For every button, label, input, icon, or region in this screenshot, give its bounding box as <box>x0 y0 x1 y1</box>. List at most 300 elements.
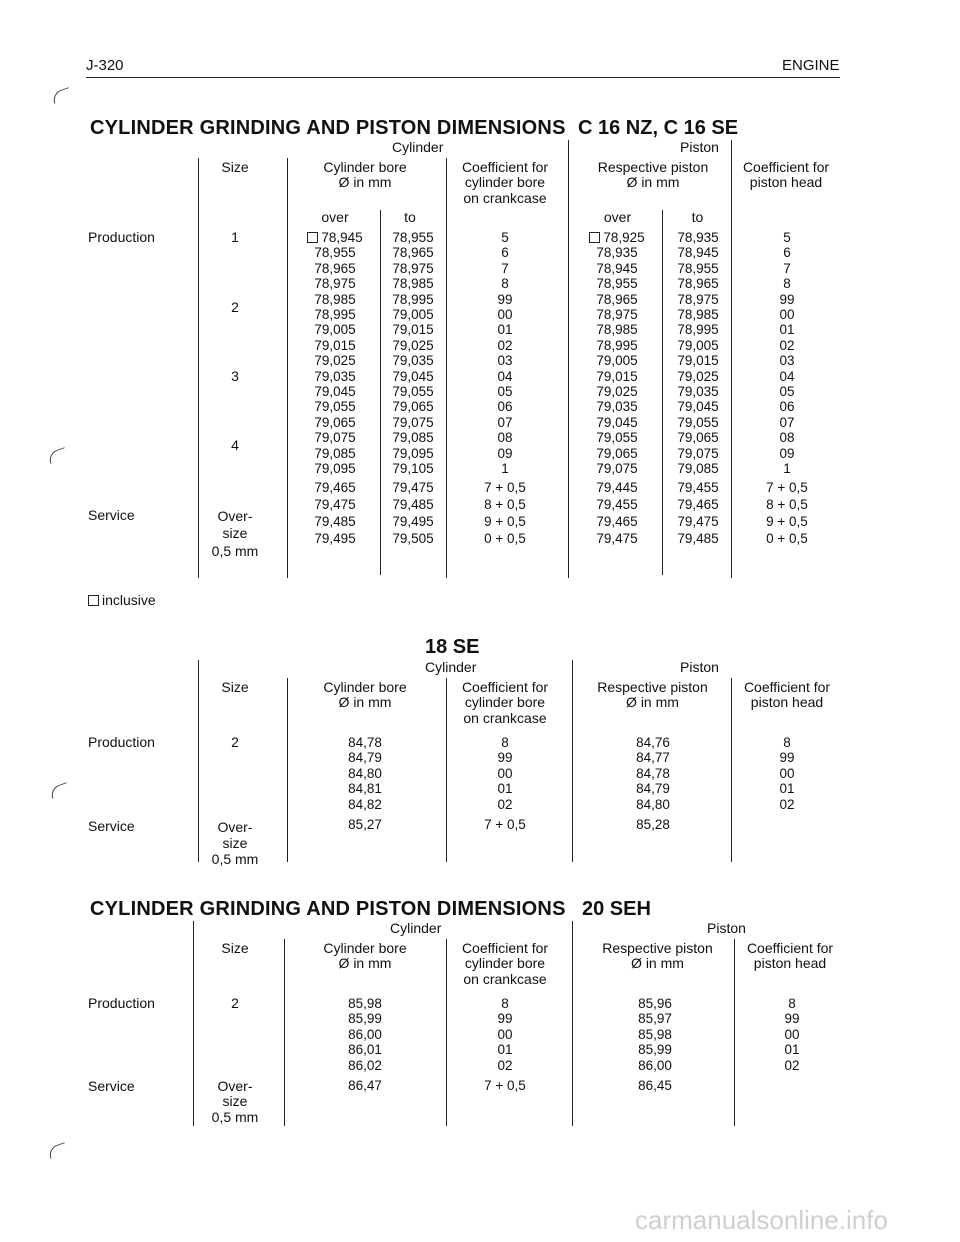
table-cell <box>383 479 443 496</box>
table-cell <box>383 384 443 399</box>
cell-value: 79,485 <box>314 514 356 530</box>
table1-cylinder-group: Cylinder <box>392 139 444 155</box>
cell-value: 04 <box>497 368 513 384</box>
table1-divider <box>662 210 663 575</box>
table-cell <box>383 513 443 530</box>
table-cell <box>572 276 662 291</box>
table-cell <box>290 292 380 307</box>
table-cell: 84,76 <box>636 735 670 750</box>
table-cell <box>735 446 839 461</box>
table3-row-production: Production <box>88 995 155 1011</box>
table-cell <box>290 230 380 245</box>
cell-value: 79,035 <box>677 384 719 400</box>
table1-header-coef: Coefficient for cylinder bore on crankcase <box>461 159 549 206</box>
section-title: ENGINE <box>782 57 840 74</box>
table-cell <box>450 384 560 399</box>
cell-value: 79,025 <box>314 353 356 369</box>
table-cell <box>572 369 662 384</box>
cell-value: 01 <box>779 322 795 338</box>
table-cell: 86,45 <box>638 1078 672 1094</box>
table-cell <box>572 415 662 430</box>
table-cell <box>450 230 560 245</box>
table-cell <box>735 230 839 245</box>
table3-row-service: Service <box>88 1078 135 1094</box>
table-cell <box>735 530 839 547</box>
cell-value: 79,105 <box>392 461 434 477</box>
cell-value: 79,075 <box>314 430 356 446</box>
table-cell <box>735 399 839 414</box>
cell-value: 09 <box>779 445 795 461</box>
cell-value: 9 + 0,5 <box>766 514 808 530</box>
cell-value: 79,085 <box>314 445 356 461</box>
table2-header-size: Size <box>221 679 249 695</box>
table-cell <box>290 338 380 353</box>
table-cell <box>450 446 560 461</box>
table-cell: 01 <box>497 781 513 797</box>
table-cell: 84,79 <box>636 781 670 797</box>
table-cell: 85,99 <box>348 1011 382 1027</box>
table-cell: 7 + 0,5 <box>484 1078 526 1094</box>
table3-size: 2 <box>231 995 239 1011</box>
table-cell: 84,79 <box>348 750 382 766</box>
table-cell: 86,47 <box>348 1078 382 1094</box>
table-cell <box>572 322 662 337</box>
table-cell <box>572 513 662 530</box>
cell-value: 99 <box>497 291 513 307</box>
cell-value: 02 <box>497 337 513 353</box>
table-cell <box>450 496 560 513</box>
table1-divider <box>198 158 199 578</box>
table2-header-piston: Respective piston Ø in mm <box>597 679 708 711</box>
cell-value: 8 <box>783 276 791 292</box>
table1-bore-to-column <box>383 230 443 548</box>
cell-value: 79,075 <box>677 445 719 461</box>
cell-value: 02 <box>779 337 795 353</box>
table2-header-piston-coef: Coefficient for piston head <box>743 679 831 711</box>
table-cell: 85,99 <box>638 1042 672 1058</box>
table-cell: 8 <box>501 996 509 1011</box>
cell-value: 5 <box>501 230 509 245</box>
cell-value: 7 <box>501 260 509 276</box>
table-cell <box>735 338 839 353</box>
table-cell <box>290 384 380 399</box>
table-cell <box>383 369 443 384</box>
cell-value: 78,985 <box>392 276 434 292</box>
cell-value: 79,465 <box>314 479 356 495</box>
table-cell <box>290 261 380 276</box>
table-cell <box>666 307 730 322</box>
table2-divider <box>446 678 447 862</box>
table-cell <box>572 446 662 461</box>
cell-value: 79,095 <box>392 445 434 461</box>
cell-value: 78,955 <box>314 245 356 261</box>
cell-value: 79,055 <box>596 430 638 446</box>
table-cell <box>666 446 730 461</box>
cell-value: 79,025 <box>392 337 434 353</box>
cell-value: 78,955 <box>392 230 434 245</box>
cell-value: 01 <box>497 322 513 338</box>
cell-value: 79,015 <box>677 353 719 369</box>
square-icon <box>589 232 600 243</box>
cell-value: 79,015 <box>314 337 356 353</box>
cell-value: 79,505 <box>392 531 434 547</box>
cell-value: 78,945 <box>677 245 719 261</box>
table-cell <box>666 276 730 291</box>
table-cell <box>290 461 380 476</box>
cell-value: 09 <box>497 445 513 461</box>
table-cell: 01 <box>784 1042 800 1058</box>
table-cell <box>735 430 839 445</box>
table-cell <box>290 307 380 322</box>
table-cell <box>666 322 730 337</box>
cell-value: 6 <box>783 245 791 261</box>
cell-value: 78,925 <box>603 230 645 245</box>
table1-values <box>0 230 960 575</box>
table-cell <box>735 292 839 307</box>
table-cell <box>735 461 839 476</box>
table1-size: 4 <box>231 437 239 453</box>
table1-engine: C 16 NZ, C 16 SE <box>578 117 739 139</box>
table-cell <box>735 245 839 260</box>
table-cell: 02 <box>784 1057 800 1073</box>
table-cell: 84,80 <box>636 796 670 812</box>
cell-value: 03 <box>497 353 513 369</box>
cell-value: 79,065 <box>596 445 638 461</box>
table3-header-coef: Coefficient for cylinder bore on crankcase <box>461 940 549 987</box>
table-cell: 02 <box>497 796 513 812</box>
cell-value: 79,475 <box>314 496 356 512</box>
cell-value: 79,035 <box>596 399 638 415</box>
table1-row-production: Production <box>88 229 155 245</box>
table-cell <box>290 496 380 513</box>
table1-header-piston-over: over <box>603 209 632 225</box>
table-cell <box>383 496 443 513</box>
cell-value: 78,965 <box>392 245 434 261</box>
table2-row-production: Production <box>88 734 155 750</box>
table-cell <box>450 292 560 307</box>
cell-value: 78,975 <box>392 260 434 276</box>
table-cell <box>290 446 380 461</box>
table2-divider <box>731 678 732 862</box>
cell-value: 7 + 0,5 <box>484 479 526 495</box>
cell-value: 79,485 <box>392 496 434 512</box>
table-cell: 00 <box>784 1026 800 1042</box>
table-cell <box>666 353 730 368</box>
table-cell <box>383 399 443 414</box>
table1-header-piston-coef: Coefficient for piston head <box>742 159 830 191</box>
cell-value: 78,975 <box>596 307 638 323</box>
table-cell <box>383 415 443 430</box>
cell-value: 99 <box>779 291 795 307</box>
table1-title: CYLINDER GRINDING AND PISTON DIMENSIONS <box>90 117 566 139</box>
table1-bore-over-column <box>290 230 380 548</box>
table-cell: 86,02 <box>348 1057 382 1073</box>
table2-engine: 18 SE <box>425 636 480 658</box>
table-cell: 86,00 <box>348 1026 382 1042</box>
table1-size: 2 <box>231 299 239 315</box>
table-cell <box>450 261 560 276</box>
cell-value: 06 <box>497 399 513 415</box>
table-cell <box>735 276 839 291</box>
cell-value: 79,045 <box>596 414 638 430</box>
table-cell <box>450 513 560 530</box>
table-cell <box>666 245 730 260</box>
cell-value: 07 <box>497 414 513 430</box>
cell-value: 79,045 <box>677 399 719 415</box>
header-rule <box>86 77 840 78</box>
table-cell: 86,01 <box>348 1042 382 1058</box>
cell-value: 03 <box>779 353 795 369</box>
table1-header-piston-to: to <box>691 209 704 225</box>
table3-engine: 20 SEH <box>582 898 651 920</box>
cell-value: 07 <box>779 414 795 430</box>
table3-piston-group: Piston <box>707 920 746 936</box>
table-cell <box>666 530 730 547</box>
table-cell: 85,97 <box>638 1011 672 1027</box>
table-cell <box>383 307 443 322</box>
table1-divider <box>568 140 569 578</box>
table-cell: 85,96 <box>638 996 672 1011</box>
table-cell: 85,98 <box>348 996 382 1011</box>
table3-bore-column <box>300 996 430 1093</box>
table-cell: 7 + 0,5 <box>484 817 526 833</box>
table1-header-bore: Cylinder bore Ø in mm <box>323 159 407 191</box>
table-cell <box>450 530 560 547</box>
table-cell <box>735 415 839 430</box>
table-cell <box>735 513 839 530</box>
table-cell <box>572 230 662 245</box>
table-cell <box>572 338 662 353</box>
table-cell <box>666 292 730 307</box>
cell-value: 8 <box>501 276 509 292</box>
table1-piston-over-column <box>572 230 662 548</box>
cell-value: 05 <box>779 384 795 400</box>
cell-value: 78,935 <box>677 230 719 245</box>
table-cell <box>666 496 730 513</box>
table-cell <box>290 513 380 530</box>
table-cell: 85,27 <box>348 817 382 833</box>
table1-header-to: to <box>404 209 416 225</box>
cell-value: 79,005 <box>596 353 638 369</box>
table2-piston-group: Piston <box>680 659 719 675</box>
table2-values <box>0 735 960 835</box>
table-cell <box>290 415 380 430</box>
table1-piston-group: Piston <box>680 139 719 155</box>
table-cell <box>450 461 560 476</box>
cell-value: 79,485 <box>677 531 719 547</box>
cell-value: 8 + 0,5 <box>484 496 526 512</box>
cell-value: 79,015 <box>596 368 638 384</box>
table2-divider <box>198 660 199 862</box>
table3-divider <box>734 939 735 1126</box>
cell-value: 5 <box>783 230 791 245</box>
cell-value: 78,995 <box>392 291 434 307</box>
cell-value: 79,035 <box>392 353 434 369</box>
table-cell <box>735 479 839 496</box>
table1-divider <box>287 158 288 578</box>
table-cell <box>735 261 839 276</box>
table-cell <box>450 307 560 322</box>
cell-value: 79,015 <box>392 322 434 338</box>
cell-value: 79,055 <box>314 399 356 415</box>
cell-value: 78,985 <box>596 322 638 338</box>
table3-title: CYLINDER GRINDING AND PISTON DIMENSIONS <box>90 898 566 920</box>
table-cell <box>290 353 380 368</box>
table3-divider <box>193 921 194 1126</box>
table-cell <box>572 307 662 322</box>
cell-value: 79,455 <box>677 479 719 495</box>
cell-value: 1 <box>783 461 791 477</box>
cell-value: 78,975 <box>677 291 719 307</box>
cell-value: 79,065 <box>392 399 434 415</box>
table-cell: 84,80 <box>348 765 382 781</box>
table1-divider <box>380 210 381 575</box>
cell-value: 79,045 <box>314 384 356 400</box>
table-cell <box>383 276 443 291</box>
cell-value: 0 + 0,5 <box>484 531 526 547</box>
cell-value: 79,445 <box>596 479 638 495</box>
table-cell: 01 <box>779 781 795 797</box>
table-cell <box>572 261 662 276</box>
table-cell <box>666 415 730 430</box>
table3-header-piston-coef: Coefficient for piston head <box>746 940 834 972</box>
cell-value: 9 + 0,5 <box>484 514 526 530</box>
cell-value: 78,945 <box>596 260 638 276</box>
table-cell <box>666 230 730 245</box>
table1-header-piston: Respective piston Ø in mm <box>597 159 709 191</box>
cell-value: 78,965 <box>314 260 356 276</box>
table-cell <box>290 399 380 414</box>
table2-bore-coef-column <box>450 735 560 832</box>
table-cell <box>290 276 380 291</box>
table-cell: 02 <box>779 796 795 812</box>
square-icon <box>88 595 99 606</box>
table-cell <box>450 430 560 445</box>
table-cell <box>290 530 380 547</box>
cell-value: 8 + 0,5 <box>766 496 808 512</box>
table-cell <box>450 479 560 496</box>
table3-header-size: Size <box>221 940 249 956</box>
square-icon <box>307 232 318 243</box>
table-cell <box>666 384 730 399</box>
table-cell <box>290 430 380 445</box>
footer-watermark: carmanualsonline.info <box>635 1205 888 1235</box>
table2-oversize: Over- size 0,5 mm <box>211 819 259 867</box>
table-cell <box>572 479 662 496</box>
table-cell: 8 <box>501 735 509 750</box>
table1-divider <box>731 140 732 578</box>
table-cell <box>383 230 443 245</box>
table3-cylinder-group: Cylinder <box>390 920 442 936</box>
cell-value: 79,475 <box>677 514 719 530</box>
table-cell <box>450 276 560 291</box>
cell-value: 79,055 <box>392 384 434 400</box>
table1-row-service: Service <box>88 507 135 523</box>
table3-divider <box>572 921 573 1126</box>
table-cell: 99 <box>497 1011 513 1027</box>
page-number: J-320 <box>86 57 124 74</box>
cell-value: 79,035 <box>314 368 356 384</box>
table-cell <box>383 353 443 368</box>
table3-piston-column <box>580 996 730 1093</box>
cell-value: 06 <box>779 399 795 415</box>
cell-value: 78,975 <box>314 276 356 292</box>
table1-bore-coef-column <box>450 230 560 548</box>
table1-note: inclusive <box>88 593 156 608</box>
table1-size: 3 <box>231 368 239 384</box>
table-cell <box>735 307 839 322</box>
table-cell <box>572 292 662 307</box>
cell-value: 79,005 <box>392 307 434 323</box>
table-cell <box>572 496 662 513</box>
cell-value: 78,985 <box>677 307 719 323</box>
table-cell: 8 <box>783 735 791 750</box>
table-cell <box>735 353 839 368</box>
cell-value: 78,995 <box>314 307 356 323</box>
cell-value: 79,075 <box>596 461 638 477</box>
table-cell <box>666 399 730 414</box>
table-cell <box>735 496 839 513</box>
margin-mark <box>47 1142 69 1159</box>
table1-header-size: Size <box>221 159 249 175</box>
cell-value: 78,985 <box>314 291 356 307</box>
table-cell: 02 <box>497 1057 513 1073</box>
table-cell: 84,77 <box>636 750 670 766</box>
table2-bore-column <box>300 735 430 832</box>
cell-value: 0 + 0,5 <box>766 531 808 547</box>
cell-value: 79,495 <box>392 514 434 530</box>
cell-value: 08 <box>497 430 513 446</box>
table-cell: 84,81 <box>348 781 382 797</box>
cell-value: 79,455 <box>596 496 638 512</box>
margin-mark <box>51 87 73 104</box>
table-cell: 00 <box>497 765 513 781</box>
table3-divider <box>284 939 285 1126</box>
table2-cylinder-group: Cylinder <box>425 659 477 675</box>
table3-divider <box>446 939 447 1126</box>
table-cell <box>290 322 380 337</box>
table3-header-bore: Cylinder bore Ø in mm <box>323 940 407 972</box>
cell-value: 79,025 <box>596 384 638 400</box>
table-cell <box>666 461 730 476</box>
table-cell: 85,98 <box>638 1026 672 1042</box>
table-cell <box>735 384 839 399</box>
cell-value: 79,065 <box>677 430 719 446</box>
cell-value: 79,045 <box>392 368 434 384</box>
cell-value: 79,495 <box>314 531 356 547</box>
cell-value: 79,465 <box>677 496 719 512</box>
table-cell: 00 <box>497 1026 513 1042</box>
table-cell <box>572 461 662 476</box>
cell-value: 04 <box>779 368 795 384</box>
table1-header-over: over <box>321 209 349 225</box>
table-cell <box>383 338 443 353</box>
table-cell <box>450 245 560 260</box>
cell-value: 78,955 <box>596 276 638 292</box>
table2-piston-coef-column <box>735 735 839 812</box>
table2-divider <box>572 660 573 862</box>
table3-oversize: Over- size 0,5 mm <box>211 1078 259 1125</box>
table-cell <box>572 384 662 399</box>
table-cell <box>572 353 662 368</box>
table-cell <box>383 461 443 476</box>
table-cell <box>572 245 662 260</box>
cell-value: 1 <box>501 461 509 477</box>
cell-value: 6 <box>501 245 509 261</box>
cell-value: 78,955 <box>677 260 719 276</box>
table3-bore-coef-column <box>450 996 560 1093</box>
table-cell <box>572 399 662 414</box>
